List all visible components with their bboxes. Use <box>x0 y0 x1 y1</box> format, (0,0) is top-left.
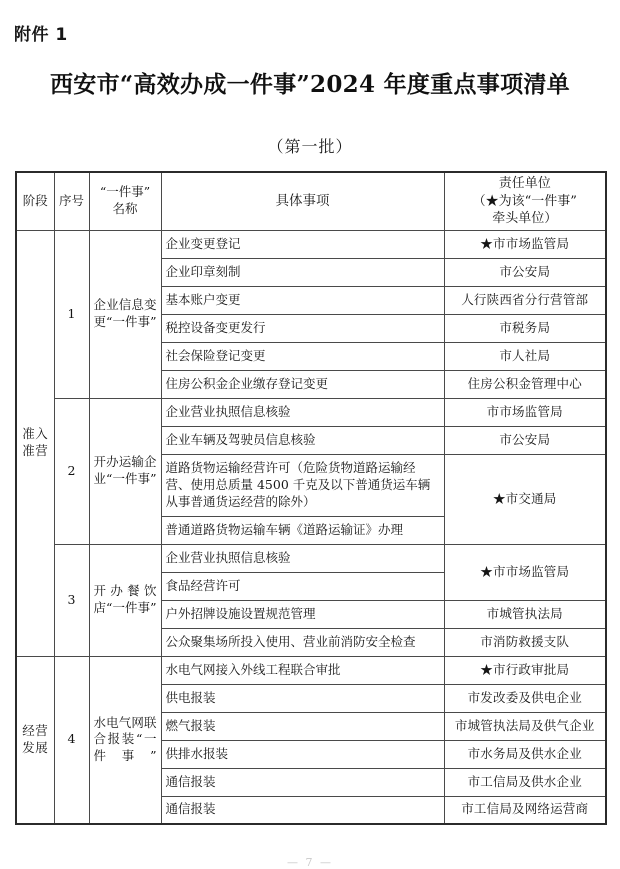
table-body <box>16 230 606 824</box>
specific-item-cell: 通信报装 <box>161 796 444 824</box>
stage-cell <box>16 230 54 656</box>
responsible-unit-cell: 市市场监管局 <box>444 398 606 426</box>
column-header-unit-line2: （★为该“一件事” <box>472 193 577 209</box>
stage-label-line1: 准入 <box>22 426 49 442</box>
sequence-cell: 2 <box>54 398 89 544</box>
stage-label-line2: 准营 <box>22 443 49 459</box>
specific-item-cell: 企业营业执照信息核验 <box>161 544 444 572</box>
table-row <box>16 398 606 426</box>
specific-item-cell: 公众聚集场所投入使用、营业前消防安全检查 <box>161 628 444 656</box>
specific-item-cell: 水电气网接入外线工程联合审批 <box>161 656 444 684</box>
responsible-unit-cell: 人行陕西省分行营管部 <box>444 286 606 314</box>
sequence-cell: 1 <box>54 230 89 398</box>
document-subtitle: （第一批） <box>267 137 353 156</box>
responsible-unit-cell: 市消防救援支队 <box>444 628 606 656</box>
page-number: — 7 — <box>287 856 333 869</box>
table-header-row <box>16 172 606 230</box>
responsible-unit-cell: 市公安局 <box>444 426 606 454</box>
specific-item-cell: 普通道路货物运输车辆《道路运输证》办理 <box>161 516 444 544</box>
responsible-unit-cell: 住房公积金管理中心 <box>444 370 606 398</box>
page-title: 西安市“高效办成一件事”2024 年度重点事项清单 <box>50 71 570 98</box>
specific-item-cell: 供电报装 <box>161 684 444 712</box>
specific-item-cell: 通信报装 <box>161 768 444 796</box>
specific-item-cell: 企业印章刻制 <box>161 258 444 286</box>
items-table-container <box>15 171 605 825</box>
responsible-unit-cell: 市城管执法局及供气企业 <box>444 712 606 740</box>
attachment-label: 附件 1 <box>14 25 68 45</box>
specific-item-cell: 食品经营许可 <box>161 572 444 600</box>
column-header-unit <box>444 172 606 230</box>
specific-item-cell: 基本账户变更 <box>161 286 444 314</box>
column-header-seq: 序号 <box>54 172 89 230</box>
specific-item-cell: 企业营业执照信息核验 <box>161 398 444 426</box>
specific-item-cell: 社会保险登记变更 <box>161 342 444 370</box>
column-header-name-line2: 名称 <box>112 201 138 217</box>
responsible-unit-cell: ★市交通局 <box>444 454 606 544</box>
table-row <box>16 656 606 684</box>
sequence-cell: 4 <box>54 656 89 824</box>
matter-name-cell: 水电气网联合报装“一件事” <box>89 656 161 824</box>
responsible-unit-cell: ★市市场监管局 <box>444 230 606 258</box>
matter-name-cell: 企业信息变更“一件事” <box>89 230 161 398</box>
responsible-unit-cell: 市工信局及供水企业 <box>444 768 606 796</box>
responsible-unit-cell: 市人社局 <box>444 342 606 370</box>
stage-label-line1: 经营 <box>22 723 49 739</box>
stage-label-line2: 发展 <box>22 739 49 755</box>
specific-item-cell: 企业变更登记 <box>161 230 444 258</box>
responsible-unit-cell: 市税务局 <box>444 314 606 342</box>
responsible-unit-cell: 市工信局及网络运营商 <box>444 796 606 824</box>
matter-name-cell: 开办餐饮店“一件事” <box>89 544 161 656</box>
responsible-unit-cell: 市公安局 <box>444 258 606 286</box>
stage-cell <box>16 656 54 824</box>
responsible-unit-cell: 市发改委及供电企业 <box>444 684 606 712</box>
column-header-name-line1: “一件事” <box>99 184 151 200</box>
column-header-unit-line3: 牵头单位） <box>492 211 558 227</box>
matter-name-cell: 开办运输企业“一件事” <box>89 398 161 544</box>
responsible-unit-cell: ★市行政审批局 <box>444 656 606 684</box>
specific-item-cell: 供排水报装 <box>161 740 444 768</box>
table-header <box>16 172 606 230</box>
column-header-name <box>89 172 161 230</box>
specific-item-cell: 户外招牌设施设置规范管理 <box>161 600 444 628</box>
specific-item-cell: 税控设备变更发行 <box>161 314 444 342</box>
column-header-unit-line1: 责任单位 <box>498 176 551 191</box>
responsible-unit-cell: 市水务局及供水企业 <box>444 740 606 768</box>
specific-item-cell: 燃气报装 <box>161 712 444 740</box>
items-table <box>15 171 607 825</box>
responsible-unit-cell: 市城管执法局 <box>444 600 606 628</box>
table-row <box>16 544 606 572</box>
column-header-item: 具体事项 <box>161 172 444 230</box>
sequence-cell: 3 <box>54 544 89 656</box>
responsible-unit-cell: ★市市场监管局 <box>444 544 606 600</box>
column-header-stage: 阶段 <box>16 172 54 230</box>
specific-item-cell: 住房公积金企业缴存登记变更 <box>161 370 444 398</box>
specific-item-cell: 企业车辆及驾驶员信息核验 <box>161 426 444 454</box>
specific-item-cell: 道路货物运输经营许可（危险货物道路运输经营、使用总质量 4500 千克及以下普通货运车辆从事普通货运经营的除外） <box>161 454 444 516</box>
table-row <box>16 230 606 258</box>
